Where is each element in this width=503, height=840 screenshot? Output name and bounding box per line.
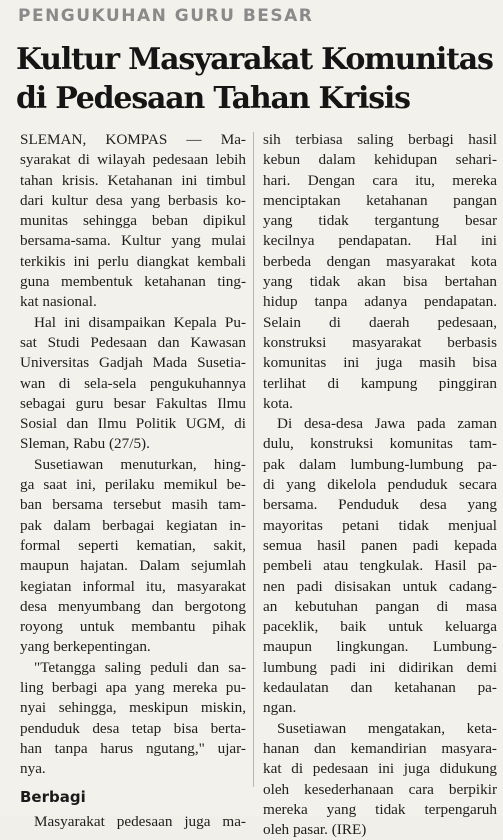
body-text-line: an kebutuhan pangan di masa — [263, 597, 497, 615]
body-text-line: hidup tanpa adanya pendapatan. — [263, 293, 497, 311]
body-text-line: kat di pedesaan ini juga didukung — [263, 760, 497, 778]
body-text-line: maupun lingkungan. Lumbung- — [263, 638, 497, 656]
body-text-line: pembeli atau tengkulak. Hasil pa- — [263, 557, 497, 575]
body-text-line: "Tetangga saling peduli dan sa- — [34, 658, 246, 676]
body-text-line: formal seperti kematian, sakit, — [20, 536, 246, 554]
body-text-line: syarakat di wilayah pedesaan lebih — [20, 151, 246, 169]
body-text-line: maupun hajatan. Dalam sejumlah — [20, 557, 246, 575]
column-divider — [253, 132, 254, 787]
body-text-line: sebagai guru besar Fakultas Ilmu — [20, 394, 246, 412]
body-text-line: kota. — [263, 394, 293, 412]
column-left — [20, 130, 246, 832]
body-text-line: SLEMAN, KOMPAS — Ma- — [20, 131, 246, 148]
body-text-line: guna membentuk ketahanan ting- — [20, 273, 246, 291]
body-text-line: terkikis ini perlu diangkat kembali — [20, 252, 246, 270]
body-text-line: lumbung padi ini didirikan demi — [263, 658, 497, 676]
body-text-line: Sosial dan Ilmu Politik UGM, di — [20, 415, 246, 433]
body-text-line: mereka yang tidak terpengaruh — [263, 800, 497, 818]
body-text-line: hari. Dengan cara itu, mereka — [263, 171, 497, 189]
body-text-line: Hal ini disampaikan Kepala Pu- — [34, 313, 246, 331]
headline-line: di Pedesaan Tahan Krisis — [16, 81, 410, 116]
body-text-line: oleh kesederhanaan cara berpikir — [263, 780, 497, 798]
body-text-line: nyai sehingga, meskipun miskin, — [20, 699, 246, 717]
body-text-line: paceklik, baik untuk keluarga — [263, 618, 497, 636]
body-text-line: ngan. — [263, 699, 297, 717]
body-text-line: ling berbagi apa yang mereka pu- — [20, 679, 246, 697]
body-text-line: kat nasional. — [20, 293, 97, 311]
kicker: PENGUKUHAN GURU BESAR — [18, 6, 314, 26]
body-text-line: kebun dalam kehidupan sehari- — [263, 151, 497, 169]
body-text-line: terlihat di kampung pinggiran — [263, 374, 497, 392]
body-text-line: penduduk desa tetap bisa berta- — [20, 719, 246, 737]
body-text-line: royong untuk membantu pihak — [20, 618, 246, 636]
body-text-line: komunitas ini juga masih bisa — [263, 354, 497, 372]
body-text-line: Masyarakat pedesaan juga ma- — [34, 812, 246, 830]
body-text-line: oleh pasar. (IRE) — [263, 821, 367, 839]
body-text-line: dulu, konstruksi komunitas tam- — [263, 435, 497, 453]
body-text-line: bersama-sama. Kultur yang mulai — [20, 232, 246, 250]
body-text-line: Universitas Gadjah Mada Susetia- — [20, 354, 246, 372]
body-text-line: tahan krisis. Ketahanan ini timbul — [20, 171, 246, 189]
body-text-line: ban bersama tersebut masih tam- — [20, 496, 246, 514]
headline — [16, 40, 501, 118]
body-text-line: nya. — [20, 760, 46, 778]
headline-line: Kultur Masyarakat Komunitas — [16, 42, 493, 77]
subheading: Berbagi — [20, 787, 86, 806]
body-text-line: dari kultur desa yang berbasis ko- — [20, 191, 246, 209]
body-text-line: sat Studi Pedesaan dan Kawasan — [20, 333, 246, 351]
body-text-line: hanan dan kemandirian masyara- — [263, 739, 497, 757]
body-text-line: di yang dikelola penduduk secara — [263, 476, 497, 494]
body-text-line: Susetiawan menuturkan, hing- — [34, 455, 246, 473]
body-text-line: yang tidak tergantung besar — [263, 212, 497, 230]
body-text-line: kegiatan informal itu, masyarakat — [20, 577, 246, 595]
body-text-line: Di desa-desa Jawa pada zaman — [277, 415, 497, 433]
body-text-line: kecilnya pendapatan. Hal ini — [263, 232, 497, 250]
body-text-line: berbeda dengan masyarakat kota — [263, 252, 497, 270]
body-text-line: menciptakan ketahanan pangan — [263, 191, 497, 209]
body-text-line: Selain di daerah pedesaan, — [263, 313, 497, 331]
body-text-line: sih terbiasa saling berbagi hasil — [263, 131, 497, 148]
body-text-line: desa menyumbang dan bergotong — [20, 597, 246, 615]
body-text-line: pak dalam lumbung-lumbung pa- — [263, 455, 497, 473]
body-text-line: ga saat ini, perilaku memikul be- — [20, 476, 246, 494]
column-right — [263, 130, 497, 840]
body-text-line: yang tidak akan bisa bertahan — [263, 273, 497, 291]
body-text-line: munitas sehingga beban dipikul — [20, 212, 246, 230]
body-text-line: mayoritas petani tidak menjual — [263, 516, 497, 534]
body-text-line: konstruksi masyarakat berbasis — [263, 333, 497, 351]
body-text-line: wan di sela-sela pengukuhannya — [20, 374, 246, 392]
body-text-line: Susetiawan mengatakan, keta- — [277, 719, 497, 737]
body-text-line: kedaulatan dan ketahanan pa- — [263, 679, 497, 697]
body-text-line: yang berkepentingan. — [20, 638, 151, 656]
body-text-line: Sleman, Rabu (27/5). — [20, 435, 150, 453]
body-text-line: pak dalam berbagai kegiatan in- — [20, 516, 246, 534]
body-text-line: bersama. Penduduk desa yang — [263, 496, 497, 514]
body-text-line: nen padi disisakan untuk cadang- — [263, 577, 497, 595]
body-text-line: semua hasil panen padi kepada — [263, 536, 497, 554]
body-text-line: han tanpa harus ngutang," ujar- — [20, 739, 246, 757]
